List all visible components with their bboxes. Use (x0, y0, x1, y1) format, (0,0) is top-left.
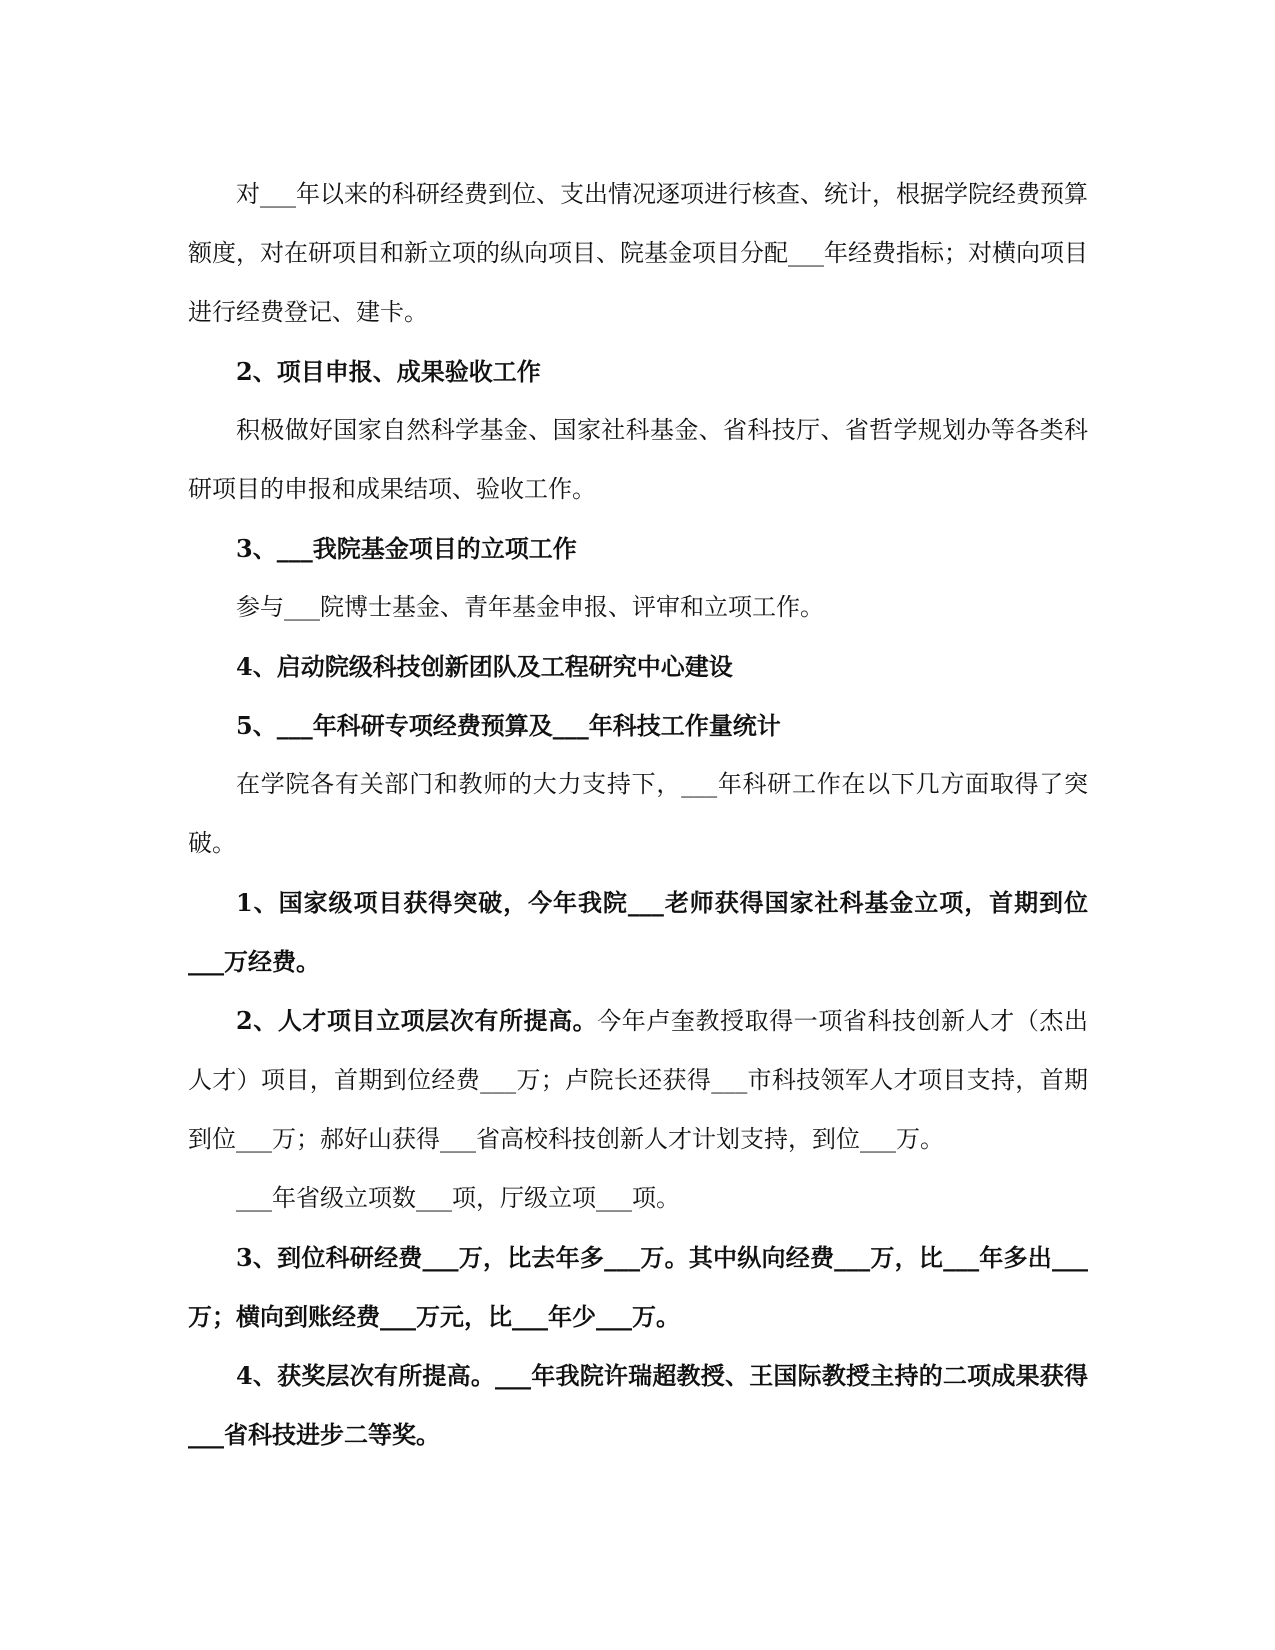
achievement-talent-lead: 2、人才项目立项层次有所提高。 (236, 1006, 598, 1035)
paragraph-project-counts: ___年省级立项数___项，厅级立项___项。 (236, 1184, 680, 1212)
heading-innovation-team: 4、启动院级科技创新团队及工程研究中心建设 (236, 652, 733, 681)
paragraph-fund-projects: 参与___院博士基金、青年基金申报、评审和立项工作。 (236, 593, 824, 621)
document-page (188, 165, 1088, 1464)
achievement-national-project: 1、国家级项目获得突破，今年我院___老师获得国家社科基金立项，首期到位___万经费。 (188, 888, 1088, 976)
paragraph-funding-check: 对___年以来的科研经费到位、支出情况逐项进行核查、统计，根据学院经费预算额度，对在研项目和新立项的纵向项目、院基金项目分配___年经费指标；对横向项目进行经费登记、建卡。 (188, 180, 1088, 326)
achievement-awards: 4、获奖层次有所提高。___年我院许瑞超教授、王国际教授主持的二项成果获得___省科技进步二等奖。 (188, 1361, 1088, 1449)
heading-budget-statistics: 5、___年科研专项经费预算及___年科技工作量统计 (236, 711, 781, 740)
achievement-talent-detail: 今年卢奎教授取得一项省科技创新人才（杰出人才）项目，首期到位经费___万；卢院长还获得___市科技领军人才项目支持，首期到位___万；郝好山获得___省高校科技创新人才计划支持，到位___万。 (188, 1007, 1089, 1153)
heading-project-application: 2、项目申报、成果验收工作 (236, 357, 541, 386)
paragraph-project-application: 积极做好国家自然科学基金、国家社科基金、省科技厅、省哲学规划办等各类科研项目的申报和成果结项、验收工作。 (188, 416, 1088, 503)
heading-fund-projects: 3、___我院基金项目的立项工作 (236, 534, 577, 563)
achievement-research-funding: 3、到位科研经费___万，比去年多___万。其中纵向经费___万，比___年多出___万；横向到账经费___万元，比___年少___万。 (188, 1243, 1088, 1331)
achievement-talent-project (188, 991, 1088, 1169)
paragraph-breakthrough-intro: 在学院各有关部门和教师的大力支持下，___年科研工作在以下几方面取得了突破。 (188, 770, 1088, 857)
